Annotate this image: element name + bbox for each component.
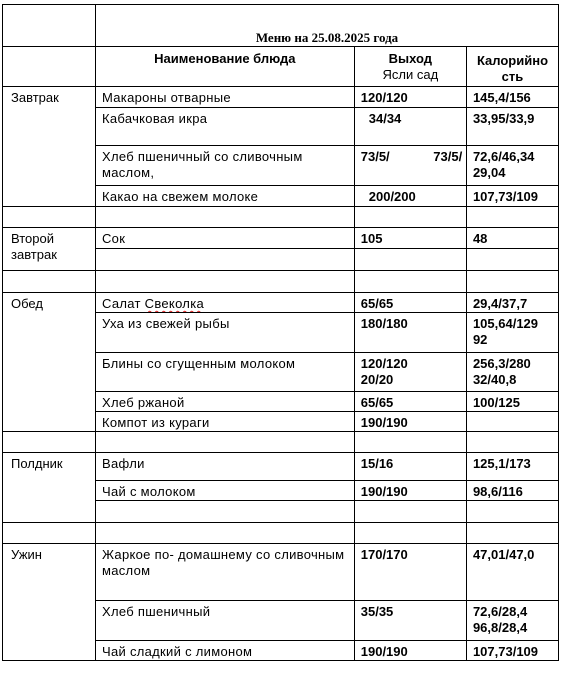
meal-breakfast: Завтрак	[3, 87, 96, 207]
blank-cell	[95, 207, 354, 228]
blank-cell	[95, 523, 354, 544]
blank-cell	[466, 249, 558, 271]
dish-name	[95, 293, 354, 313]
title-row	[3, 5, 559, 47]
dish-calories: 33,95/33,9	[466, 108, 558, 146]
table-row	[3, 293, 559, 313]
meal-lunch: Обед	[3, 293, 96, 432]
dish-name: Хлеб ржаной	[95, 392, 354, 412]
dish-calories: 107,73/109	[466, 641, 558, 661]
page-title: Меню на 25.08.2025 года	[95, 5, 558, 47]
dish-output: 120/120	[354, 87, 466, 108]
meal-dinner: Ужин	[3, 544, 96, 661]
table-row	[3, 544, 559, 601]
spacer-row	[3, 271, 559, 293]
blank-cell	[3, 523, 96, 544]
spacer-row	[3, 523, 559, 544]
blank-cell	[466, 501, 558, 523]
blank-cell	[3, 47, 96, 87]
dish-output: 170/170	[354, 544, 466, 601]
header-output	[354, 47, 466, 87]
dish-output: 190/190	[354, 412, 466, 432]
dish-calories: 105,64/129 92	[466, 313, 558, 353]
meal-second-breakfast: Второй завтрак	[3, 228, 96, 271]
dish-name-prefix: Салат	[101, 296, 145, 311]
dish-name: Сок	[95, 228, 354, 249]
dish-name: Какао на свежем молоке	[95, 186, 354, 207]
dish-output: 105	[354, 228, 466, 249]
dish-output: 65/65	[354, 293, 466, 313]
dish-output: 35/35	[354, 601, 466, 641]
dish-output: 65/65	[354, 392, 466, 412]
dish-output: 180/180	[354, 313, 466, 353]
dish-name: Уха из свежей рыбы	[95, 313, 354, 353]
dish-output: 190/190	[354, 641, 466, 661]
dish-calories: 72,6/46,34 29,04	[466, 146, 558, 186]
dish-name: Компот из кураги	[95, 412, 354, 432]
dish-calories: 48	[466, 228, 558, 249]
dish-calories: 100/125	[466, 392, 558, 412]
dish-calories: 72,6/28,4 96,8/28,4	[466, 601, 558, 641]
header-output-sub: Ясли сад	[382, 67, 439, 82]
table-row	[3, 453, 559, 481]
blank-cell	[3, 207, 96, 228]
dish-output: 15/16	[354, 453, 466, 481]
dish-calories: 47,01/47,0	[466, 544, 558, 601]
spacer-row	[3, 432, 559, 453]
blank-cell	[95, 501, 354, 523]
table-row	[3, 228, 559, 249]
blank-cell	[466, 432, 558, 453]
blank-cell	[95, 249, 354, 271]
dish-calories: 107,73/109	[466, 186, 558, 207]
dish-output: 200/200	[354, 186, 466, 207]
blank-cell	[354, 523, 466, 544]
dish-name: Макароны отварные	[95, 87, 354, 108]
dish-name: Кабачковая икра	[95, 108, 354, 146]
header-dish: Наименование блюда	[95, 47, 354, 87]
dish-name: Хлеб пшеничный	[95, 601, 354, 641]
dish-calories: 98,6/116	[466, 481, 558, 501]
dish-name: Чай с молоком	[95, 481, 354, 501]
dish-calories: 256,3/280 32/40,8	[466, 353, 558, 392]
dish-name: Блины со сгущенным молоком	[95, 353, 354, 392]
blank-cell	[3, 432, 96, 453]
blank-cell	[95, 271, 354, 293]
dish-calories	[466, 412, 558, 432]
blank-cell	[466, 523, 558, 544]
dish-name: Вафли	[95, 453, 354, 481]
blank-cell	[3, 271, 96, 293]
blank-cell	[354, 207, 466, 228]
spacer-row	[3, 207, 559, 228]
dish-name: Жаркое по- домашнему со сливочным маслом	[95, 544, 354, 601]
dish-output: 34/34	[354, 108, 466, 146]
dish-name: Чай сладкий с лимоном	[95, 641, 354, 661]
blank-cell	[3, 5, 96, 47]
blank-cell	[354, 249, 466, 271]
dish-output: 120/120 20/20	[354, 353, 466, 392]
table-row	[3, 87, 559, 108]
blank-cell	[466, 271, 558, 293]
blank-cell	[354, 501, 466, 523]
dish-calories: 125,1/173	[466, 453, 558, 481]
menu-table	[2, 4, 559, 661]
blank-cell	[95, 432, 354, 453]
dish-calories: 145,4/156	[466, 87, 558, 108]
meal-snack: Полдник	[3, 453, 96, 523]
blank-cell	[354, 432, 466, 453]
header-row	[3, 47, 559, 87]
dish-output: 73/5/ 73/5/	[354, 146, 466, 186]
header-calories: Калорийно сть	[466, 47, 558, 87]
dish-name: Хлеб пшеничный со сливочным маслом,	[95, 146, 354, 186]
dish-output: 190/190	[354, 481, 466, 501]
blank-cell	[354, 271, 466, 293]
dish-calories: 29,4/37,7	[466, 293, 558, 313]
header-output-label: Выход	[388, 51, 433, 66]
dish-name-word: Свеколка	[144, 296, 205, 311]
blank-cell	[466, 207, 558, 228]
